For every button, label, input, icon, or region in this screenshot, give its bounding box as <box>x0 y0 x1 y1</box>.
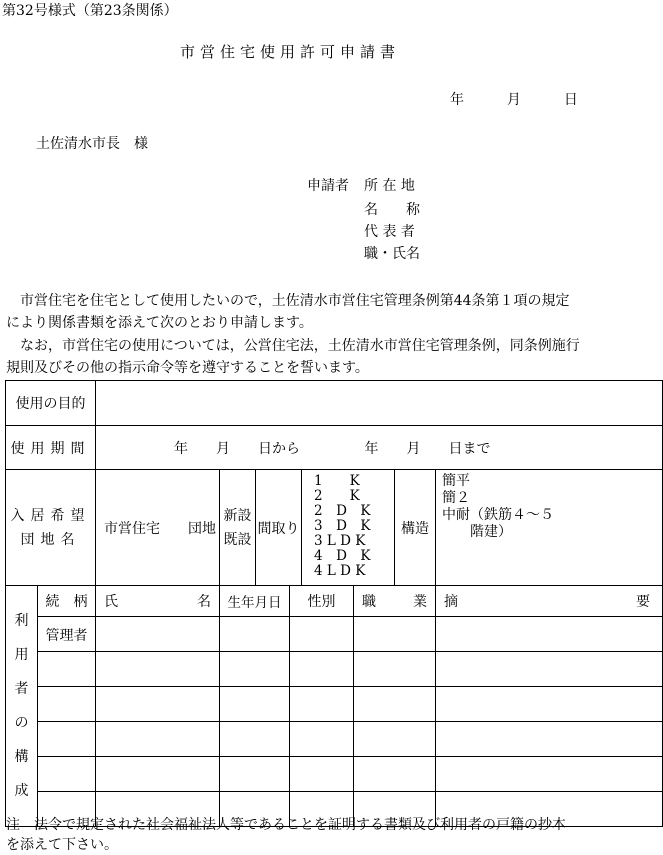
applicant-title-name-label: 職・氏名 <box>364 246 420 262</box>
member-cell[interactable] <box>38 757 96 792</box>
layout-option: 4 D K <box>314 548 371 564</box>
member-cell[interactable] <box>220 757 290 792</box>
manager-label: 管理者 <box>38 617 96 652</box>
footnote: 注 法令で規定された社会福祉法人等であることを証明する書類及び利用者の戸籍の抄本を添えて下さい。 <box>6 817 566 853</box>
page-title: 市営住宅使用許可申請書 <box>179 43 400 61</box>
member-cell[interactable] <box>354 617 436 652</box>
member-cell[interactable] <box>96 652 220 687</box>
new-existing <box>220 470 256 586</box>
member-cell[interactable] <box>96 722 220 757</box>
member-cell[interactable] <box>220 617 290 652</box>
date-day: 日 <box>563 92 578 108</box>
member-row <box>6 722 663 757</box>
period-value[interactable] <box>96 426 663 470</box>
col-name <box>96 586 220 617</box>
member-cell[interactable] <box>290 757 354 792</box>
col-name-part2: 名 <box>197 594 211 610</box>
layout-option: 2 K <box>314 488 360 504</box>
vertical-char: 用 <box>14 647 29 663</box>
layout-option: 1 K <box>314 473 360 489</box>
housing-value[interactable]: 市営住宅 団地 <box>96 470 220 586</box>
member-cell[interactable] <box>220 687 290 722</box>
purpose-value[interactable] <box>96 381 663 426</box>
addressee: 土佐清水市長 様 <box>36 136 148 152</box>
layout-option: 3 L D K <box>314 533 366 549</box>
member-cell[interactable] <box>290 722 354 757</box>
period-row <box>6 426 663 470</box>
member-cell[interactable] <box>354 687 436 722</box>
member-cell[interactable] <box>38 687 96 722</box>
member-cell[interactable] <box>354 722 436 757</box>
structure-option: 簡２ <box>442 490 470 506</box>
applicant-representative-label: 代 表 者 <box>364 224 415 240</box>
col-sex: 性別 <box>290 586 354 617</box>
layout-options[interactable] <box>302 470 395 586</box>
member-row <box>6 687 663 722</box>
member-row <box>6 652 663 687</box>
col-dob: 生年月日 <box>220 586 290 617</box>
applicant-address-label: 所 在 地 <box>364 178 415 194</box>
body-paragraph-2: なお，市営住宅の使用については，公営住宅法，土佐清水市営住宅管理条例，同条例施行規則及びその他の指示命令等を遵守することを誓います。 <box>6 338 580 376</box>
col-remarks-part1: 摘 <box>444 594 458 610</box>
vertical-char: 成 <box>14 783 29 799</box>
member-cell[interactable] <box>96 687 220 722</box>
housing-label-line1: 入居希望 <box>10 507 91 524</box>
member-cell[interactable] <box>436 617 663 652</box>
period-label: 使用期間 <box>6 426 96 470</box>
application-table <box>5 380 663 827</box>
member-row <box>6 757 663 792</box>
structure-options[interactable] <box>436 470 663 586</box>
vertical-char: 構 <box>14 749 29 765</box>
col-job <box>354 586 436 617</box>
members-vertical-label <box>6 586 38 827</box>
form-number: 第32号様式（第23条関係） <box>2 3 178 19</box>
purpose-row <box>6 381 663 426</box>
structure-option: 簡平 <box>442 473 470 489</box>
period-to: 年 月 日まで <box>364 440 491 457</box>
body-paragraph-1: 市営住宅を住宅として使用したいので，土佐清水市営住宅管理条例第44条第１項の規定により関係書類を添えて次のとおり申請します。 <box>6 293 570 331</box>
period-from: 年 月 日から <box>174 440 300 457</box>
member-cell[interactable] <box>96 757 220 792</box>
member-cell[interactable] <box>38 722 96 757</box>
members-header-row <box>6 586 663 617</box>
member-cell[interactable] <box>436 687 663 722</box>
structure-option: 階建） <box>470 524 512 540</box>
member-row <box>6 617 663 652</box>
housing-label-line2: 団地名 <box>20 531 81 548</box>
member-cell[interactable] <box>436 722 663 757</box>
layout-option: 2 D K <box>314 503 371 519</box>
structure-option: 中耐（鉄筋４～５ <box>442 507 554 523</box>
vertical-char: 利 <box>14 613 29 629</box>
member-cell[interactable] <box>290 652 354 687</box>
member-cell[interactable] <box>96 617 220 652</box>
col-job-part1: 職 <box>362 594 376 610</box>
date-month: 月 <box>506 92 521 108</box>
housing-label <box>6 470 96 586</box>
vertical-char: 者 <box>14 681 29 697</box>
member-cell[interactable] <box>220 652 290 687</box>
col-relation: 続 柄 <box>38 586 96 617</box>
existing-label: 既設 <box>223 531 252 548</box>
member-cell[interactable] <box>436 757 663 792</box>
layout-option: 3 D K <box>314 518 371 534</box>
date-line <box>450 89 578 109</box>
layout-label: 間取り <box>256 470 302 586</box>
layout-option: 4 L D K <box>314 563 366 579</box>
member-cell[interactable] <box>38 652 96 687</box>
col-name-part1: 氏 <box>104 594 118 610</box>
housing-row <box>6 470 663 586</box>
purpose-label: 使用の目的 <box>6 381 96 426</box>
member-cell[interactable] <box>354 652 436 687</box>
member-cell[interactable] <box>290 687 354 722</box>
col-job-part2: 業 <box>413 594 427 610</box>
member-cell[interactable] <box>354 757 436 792</box>
new-label: 新設 <box>223 507 252 524</box>
structure-label: 構造 <box>395 470 436 586</box>
member-cell[interactable] <box>436 652 663 687</box>
member-cell[interactable] <box>290 617 354 652</box>
col-remarks <box>436 586 663 617</box>
date-year: 年 <box>450 92 464 108</box>
vertical-char: の <box>14 715 29 731</box>
col-remarks-part2: 要 <box>636 594 651 610</box>
applicant-name-label: 名 称 <box>364 202 420 218</box>
applicant-label: 申請者 <box>307 178 349 194</box>
member-cell[interactable] <box>220 722 290 757</box>
